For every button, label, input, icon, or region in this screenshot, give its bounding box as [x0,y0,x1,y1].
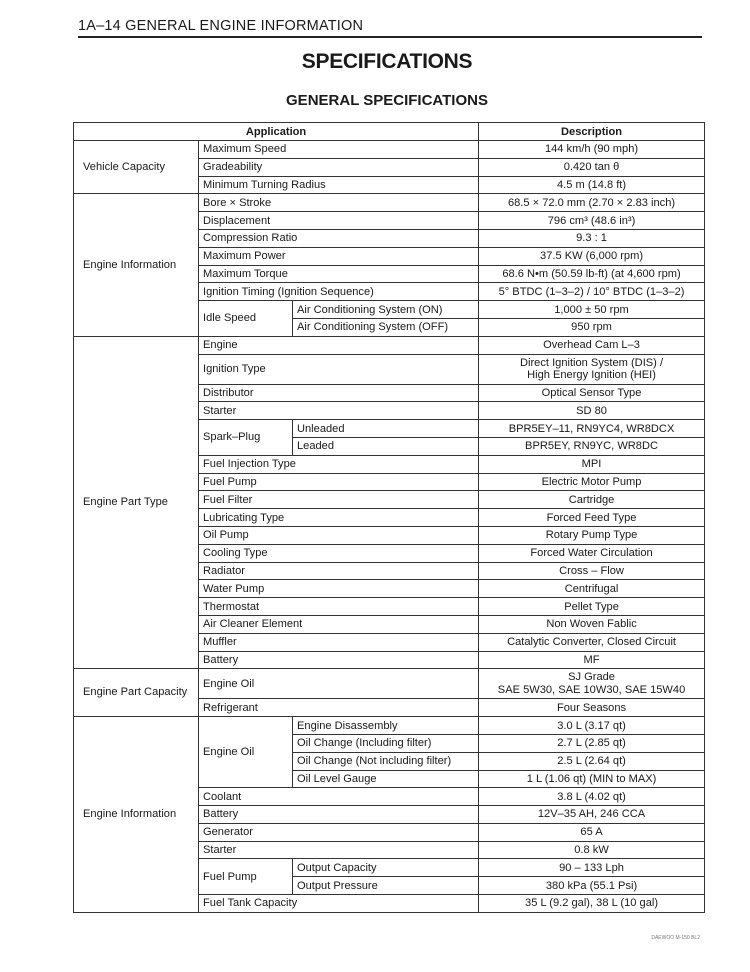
item-value: 12V–35 AH, 246 CCA [479,806,705,824]
value-line: Direct Ignition System (DIS) / [520,356,664,369]
item-value: 37.5 KW (6,000 rpm) [479,247,705,265]
table-row [74,194,705,212]
group-label: Vehicle Capacity [74,141,199,194]
group-label: Engine Part Type [74,336,199,669]
item-value: Rotary Pump Type [479,526,705,544]
table-header-row [74,123,705,141]
item-value: 35 L (9.2 gal), 38 L (10 gal) [479,895,705,913]
item-label: Compression Ratio [199,229,479,247]
item-label: Fuel Filter [199,491,479,509]
item-label: Bore × Stroke [199,194,479,212]
section-title: GENERAL SPECIFICATIONS [286,92,488,109]
item-label: Ignition Type [199,354,479,384]
item-value: Electric Motor Pump [479,473,705,491]
sub-item-label: Engine Disassembly [293,717,479,735]
item-label: Coolant [199,788,479,806]
page-header: 1A–14 GENERAL ENGINE INFORMATION [78,18,702,38]
item-value: 3.0 L (3.17 qt) [479,717,705,735]
sub-item-label: Air Conditioning System (ON) [293,301,479,319]
item-value: 1,000 ± 50 rpm [479,301,705,319]
item-label: Battery [199,651,479,669]
item-label: Idle Speed [199,301,293,337]
item-label: Lubricating Type [199,509,479,527]
group-label: Engine Part Capacity [74,669,199,717]
item-value: Catalytic Converter, Closed Circuit [479,633,705,651]
item-value [479,354,705,384]
item-label: Oil Pump [199,526,479,544]
item-value: 68.5 × 72.0 mm (2.70 × 2.83 inch) [479,194,705,212]
item-label: Distributor [199,384,479,402]
sub-item-label: Output Pressure [293,877,479,895]
item-value: BPR5EY–11, RN9YC4, WR8DCX [479,420,705,438]
item-label: Fuel Tank Capacity [199,895,479,913]
item-value [479,669,705,699]
item-label: Water Pump [199,580,479,598]
item-label: Displacement [199,212,479,230]
item-value: Non Woven Fablic [479,615,705,633]
item-value: Cross – Flow [479,562,705,580]
item-value: 1 L (1.06 qt) (MIN to MAX) [479,770,705,788]
item-label: Fuel Pump [199,859,293,895]
table-row [74,669,705,699]
description-header: Description [479,123,705,141]
item-value: 65 A [479,823,705,841]
application-header: Application [74,123,479,141]
sub-item-label: Unleaded [293,420,479,438]
table-row [74,336,705,354]
item-label: Fuel Injection Type [199,455,479,473]
item-label: Ignition Timing (Ignition Sequence) [199,283,479,301]
item-value: Centrifugal [479,580,705,598]
value-line: High Energy Ignition (HEI) [527,369,656,382]
item-value: 796 cm³ (48.6 in³) [479,212,705,230]
table-row [74,141,705,159]
item-label: Minimum Turning Radius [199,176,479,194]
page-title: SPECIFICATIONS [301,50,473,73]
item-label: Gradeability [199,158,479,176]
item-value: 5° BTDC (1–3–2) / 10° BTDC (1–3–2) [479,283,705,301]
sub-item-label: Output Capacity [293,859,479,877]
sub-item-label: Leaded [293,437,479,455]
group-label: Engine Information [74,717,199,913]
item-label: Refrigerant [199,699,479,717]
item-label: Engine [199,336,479,354]
sub-item-label: Oil Change (Not including filter) [293,752,479,770]
item-label: Maximum Power [199,247,479,265]
item-label: Maximum Speed [199,141,479,159]
item-value: 90 – 133 Lph [479,859,705,877]
group-label: Engine Information [74,194,199,336]
sub-item-label: Air Conditioning System (OFF) [293,318,479,336]
item-label: Muffler [199,633,479,651]
item-value: Overhead Cam L–3 [479,336,705,354]
item-value: 3.8 L (4.02 qt) [479,788,705,806]
value-line: SJ Grade [568,671,615,684]
sub-item-label: Oil Level Gauge [293,770,479,788]
item-value: Four Seasons [479,699,705,717]
item-value: 9.3 : 1 [479,229,705,247]
item-value: 68.6 N•m (50.59 lb-ft) (at 4,600 rpm) [479,265,705,283]
value-line: SAE 5W30, SAE 10W30, SAE 15W40 [497,683,686,696]
item-value: Optical Sensor Type [479,384,705,402]
item-label: Maximum Torque [199,265,479,283]
item-value: 0.8 kW [479,841,705,859]
item-value: Pellet Type [479,598,705,616]
item-label: Battery [199,806,479,824]
table-row [74,717,705,735]
item-value: Cartridge [479,491,705,509]
item-value: 2.7 L (2.85 qt) [479,734,705,752]
item-value: 2.5 L (2.64 qt) [479,752,705,770]
item-value: BPR5EY, RN9YC, WR8DC [479,437,705,455]
item-value: Forced Water Circulation [479,544,705,562]
item-label: Fuel Pump [199,473,479,491]
item-label: Engine Oil [199,669,479,699]
item-label: Generator [199,823,479,841]
item-label: Engine Oil [199,717,293,788]
item-value: Forced Feed Type [479,509,705,527]
item-label: Thermostat [199,598,479,616]
item-label: Starter [199,402,479,420]
item-label: Starter [199,841,479,859]
item-value: 144 km/h (90 mph) [479,141,705,159]
item-value: 950 rpm [479,318,705,336]
item-label: Spark–Plug [199,420,293,456]
page-footer-code: DAEWOO M-150 BL2 [651,935,700,941]
specifications-table [73,122,705,913]
item-value: 0.420 tan θ [479,158,705,176]
item-value: 380 kPa (55.1 Psi) [479,877,705,895]
item-value: MF [479,651,705,669]
item-value: MPI [479,455,705,473]
sub-item-label: Oil Change (Including filter) [293,734,479,752]
item-label: Cooling Type [199,544,479,562]
item-value: 4.5 m (14.8 ft) [479,176,705,194]
item-label: Air Cleaner Element [199,615,479,633]
item-label: Radiator [199,562,479,580]
item-value: SD 80 [479,402,705,420]
